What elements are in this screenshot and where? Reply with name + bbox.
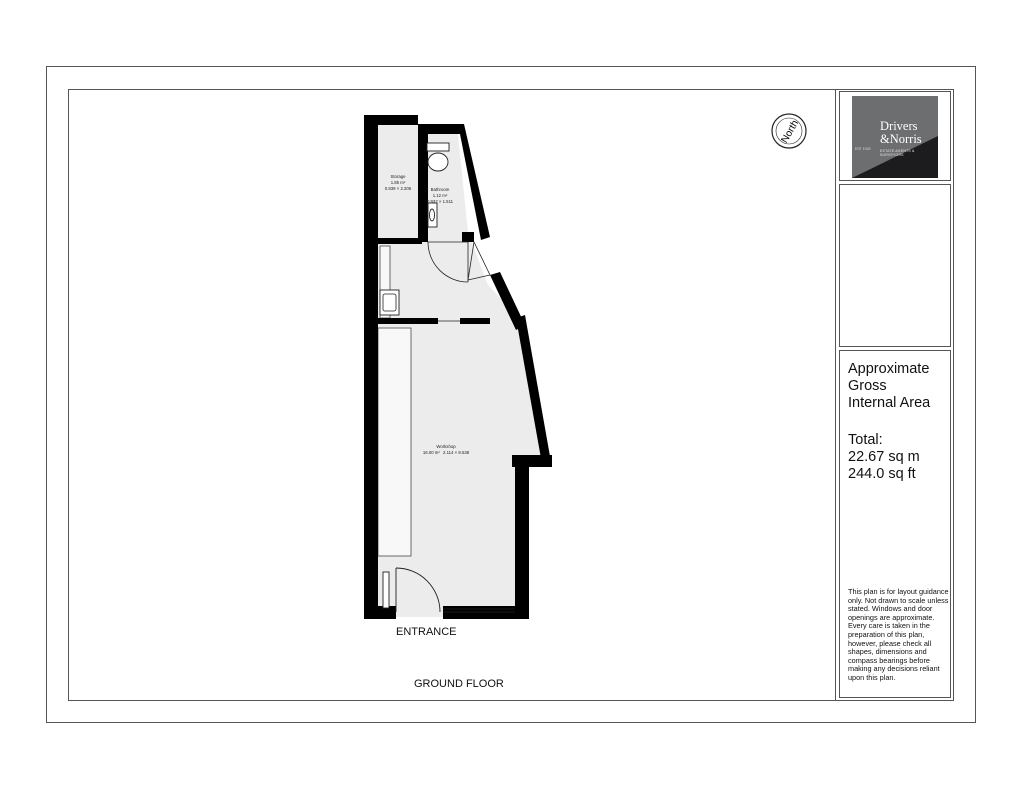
compass-icon: [772, 114, 806, 148]
total-sq-ft: 244.0 sq ft: [848, 466, 916, 482]
total-label: Total:: [848, 432, 883, 448]
brand-tagline: ESTATE AGENTS & SURVEYORS: [880, 149, 915, 157]
entrance-label: ENTRANCE: [396, 626, 457, 638]
area-title: [848, 361, 948, 412]
basin-icon: [428, 203, 437, 227]
storage-name: Storage: [390, 174, 406, 179]
workshop-area: 16.00 m²: [422, 450, 440, 455]
storage-area: 1.85 m²: [390, 180, 406, 185]
blank-panel: [839, 184, 951, 347]
disclaimer-text: This plan is for layout guidance only. Not drawn to scale unless stated. Windows and door openings are approximate. Every care is taken in the preparation of this plan, however, please check all shapes, dimensions and compass bearings before making any decisions reliant upon this plan.: [848, 587, 949, 682]
bathroom-name: Bathroom: [430, 187, 450, 192]
workshop-name: Workshop: [436, 444, 456, 449]
workshop-counter: [378, 328, 411, 556]
area-title-line: Gross: [848, 378, 887, 394]
brand-logo: [852, 96, 938, 178]
storage-dims: 0.839 × 2.206: [384, 186, 412, 191]
floor-label: GROUND FLOOR: [414, 678, 504, 690]
area-title-line: Internal Area: [848, 395, 931, 411]
workshop-dims: 2.114 × 8.638: [443, 450, 470, 455]
workshop-area-dims: [423, 450, 470, 455]
total-sq-m: 22.67 sq m: [848, 449, 920, 465]
bathroom-area: 1.12 m²: [432, 193, 448, 198]
sidebar-divider: [835, 90, 836, 700]
area-title-line: Approximate: [848, 361, 930, 377]
area-total: [848, 432, 948, 483]
floor-plan: [69, 90, 835, 700]
toilet-icon: [427, 143, 449, 171]
logo-panel: [839, 91, 951, 181]
brand-est: EST 1933: [855, 147, 871, 151]
compass-label: North: [779, 118, 802, 146]
brand-name-line1: Drivers: [880, 119, 918, 133]
bathroom-dims: 0.932 × 1.511: [426, 199, 454, 204]
brand-name-line2: &Norris: [880, 132, 922, 146]
area-panel: [839, 350, 951, 698]
brand-name: [880, 120, 922, 146]
